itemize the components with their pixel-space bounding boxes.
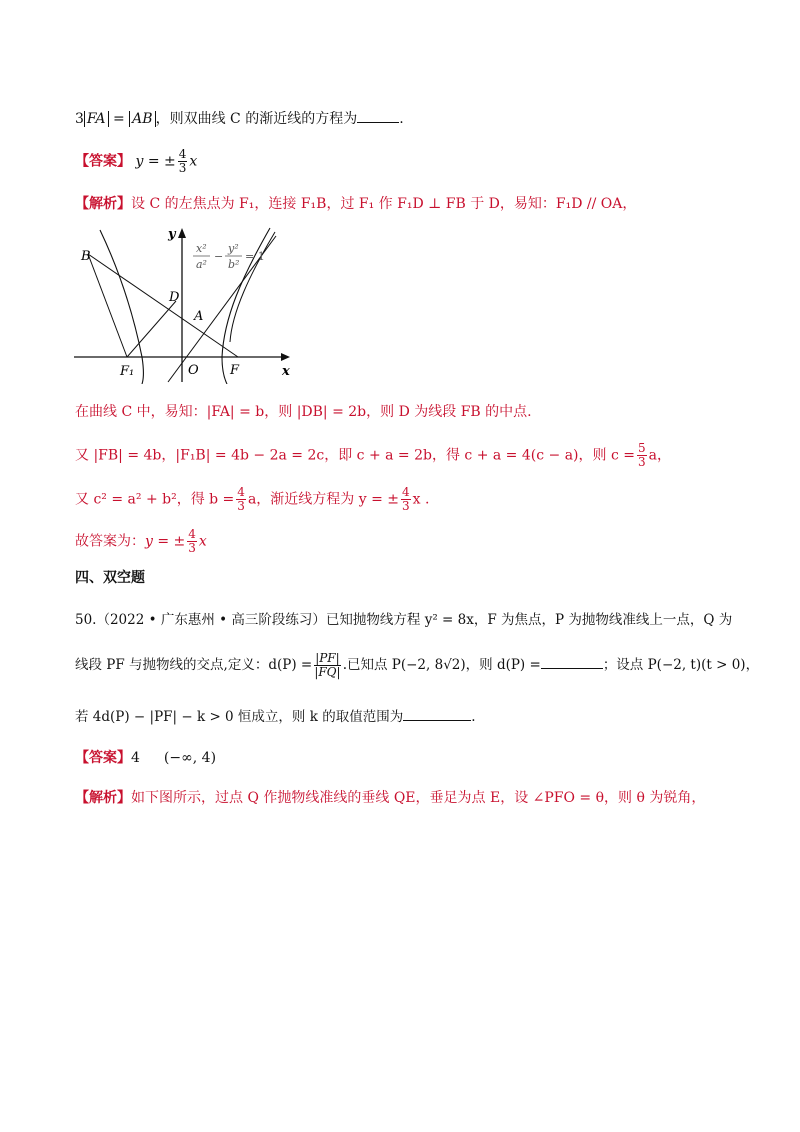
segment-bf1 [88,254,127,357]
x-axis-arrow [281,353,290,361]
svg-text:y²: y² [228,242,239,255]
answer-line-2: 【答案】4 (−∞, 4) [75,750,217,766]
analysis-label: 【解析】 [75,196,131,212]
answer-blank-1 [541,654,603,669]
answer-blank [357,108,399,123]
question-50-line-1: 50.（2022 • 广东惠州 • 高三阶段练习）已知抛物线方程 y² = 8x，F 为焦点，P 为抛物线准线上一点，Q 为 [75,612,733,628]
analysis-label-2: 【解析】 [75,790,131,806]
answer-label: 【答案】 [75,153,131,170]
abs-fa: FA [84,111,109,127]
analysis-line-5: 故答案为：y = ± $\frac{4}{3}$ x [75,527,207,555]
svg-text:x²: x² [196,242,207,255]
svg-text:a²: a² [196,258,207,271]
hyperbola-figure [72,222,294,384]
label-y: y [168,227,176,242]
analysis-text: 设 C 的左焦点为 F₁，连接 F₁B，过 F₁ 作 F₁D ⊥ FB 于 D，易知：F₁D // OA， [131,196,637,212]
label-x: x [282,364,290,379]
label-a: A [194,309,204,324]
fraction: $\frac{4}{3}$ [178,147,187,175]
analysis-line-2: 在曲线 C 中，易知：|FA| = b，则 |DB| = 2b，则 D 为线段 FB 的中点. [75,404,532,420]
answer-line-1: 【答案】 y = ± $\frac{4}{3}$ x [75,147,198,175]
hyperbola-left-branch [100,230,144,384]
svg-text:−: − [214,250,224,263]
label-d: D [169,290,180,305]
answer-label-2: 【答案】 [75,750,131,766]
svg-text:b²: b² [228,258,240,271]
segment-bf [88,254,238,357]
analysis-line-1 [75,194,636,214]
analysis-line-3: 又 |FB| = 4b，|F₁B| = 4b − 2a = 2c，即 c + a = 2b，得 c + a = 4(c − a)，则 c = $\frac{5}{3}$ a， [75,441,671,469]
question-tail-text: ，则双曲线 C 的渐近线的方程为 [155,111,358,127]
question-tail-line: 3 FA = AB ，则双曲线 C 的渐近线的方程为 . [75,108,404,129]
label-o: O [188,363,199,378]
analysis-line-6: 【解析】如下图所示，过点 Q 作抛物线准线的垂线 QE，垂足为点 E，设 ∠PFO = θ，则 θ 为锐角， [75,790,706,806]
segment-f1d [127,301,176,357]
abs-ab: AB [129,111,155,127]
label-f: F [230,363,240,378]
hyperbola-equation [193,242,265,271]
question-50-line-2: 线段 PF 与抛物线的交点,定义：d(P) = $\frac{|PF|}{|FQ|}$ .已知点 P(−2, 8√2)，则 d(P) = ；设点 P(−2, t)(t > 0)， [75,651,760,679]
question-50-line-3: 若 4d(P) − |PF| − k > 0 恒成立，则 k 的取值范围为 . [75,706,476,727]
label-f1: F₁ [120,364,135,379]
answer-blank-2 [403,706,471,721]
svg-text:= 1: = 1 [245,250,265,263]
label-b: B [81,249,91,264]
section-title: 四、双空题 [75,570,145,586]
y-axis-arrow [178,228,186,238]
analysis-line-4: 又 c² = a² + b²，得 b = $\frac{4}{3}$ a，渐近线方程为 y = ± $\frac{4}{3}$ x . [75,485,430,513]
